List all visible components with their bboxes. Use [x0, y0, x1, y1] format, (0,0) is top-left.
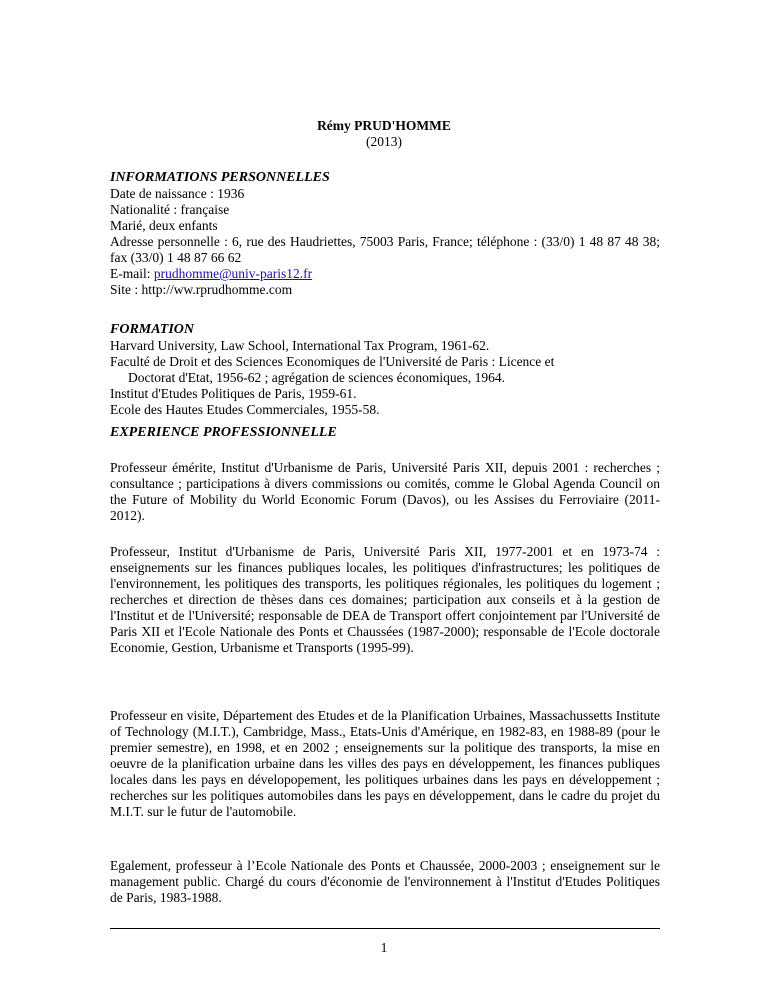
- education-heading: FORMATION: [110, 322, 195, 337]
- page-number: 1: [380, 940, 388, 955]
- experience-paragraph: Professeur en visite, Département des Etudes et de la Planification Urbaines, Massachussetts Institute of Technology (M.I.T.), Cambridge, Mass., Etats-Unis d'Amérique, en 1982-83, en 1988-89 (pour le premier semestre), en 1998, et en 2002 ; enseignements sur la politique des transports, la mise en oeuvre de la planification urbaine dans les villes des pays en développement, les finances publiques locales dans les pays en dévelopopement, les politiques urbaines dans les pays en développement ; recherches sur les politiques automobiles dans les pays en développement, dans le cadre du projet du M.I.T. sur le futur de l'automobile.: [110, 708, 660, 819]
- experience-section: [110, 425, 660, 441]
- experience-paragraph: Professeur, Institut d'Urbanisme de Paris, Université Paris XII, 1977-2001 et en 1973-74 : enseignements sur les finances publiques locales, les politiques d'infrastructures; les politiques de l'environnement, les politiques des transports, les politiques régionales, les politiques du logement ; recherches et direction de thèses dans ces domaines; participation aux conseils et à la gestion de l'Institut et de l'Université; responsable de DEA de Transport offert conjointement par l'Université de Paris XII et l'Ecole Nationale des Ponts et Chaussées (1987-2000); responsable de l'Ecole doctorale Economie, Gestion, Urbanisme et Transports (1995-99).: [110, 544, 660, 655]
- email-label: E-mail:: [110, 266, 154, 281]
- marital-status: Marié, deux enfants: [110, 218, 218, 233]
- experience-paragraph: Egalement, professeur à l’Ecole Nationale des Ponts et Chaussée, 2000-2003 ; enseignement sur le management public. Chargé du cours d'économie de l'environnement à l'Institut d'Etudes Politiques de Paris, 1983-1988.: [110, 858, 660, 905]
- education-section: [110, 322, 660, 418]
- email-line: [110, 266, 660, 282]
- education-item: Doctorat d'Etat, 1956-62 ; agrégation de sciences économiques, 1964.: [128, 370, 505, 385]
- personal-heading: INFORMATIONS PERSONNELLES: [110, 170, 330, 185]
- footer-divider: [110, 928, 660, 929]
- education-item: Faculté de Droit et des Sciences Economiques de l'Université de Paris : Licence et: [110, 354, 555, 369]
- author-name: Rémy PRUD'HOMME: [317, 118, 451, 133]
- education-item: Ecole des Hautes Etudes Commerciales, 1955-58.: [110, 402, 380, 417]
- document-year: (2013): [366, 134, 402, 149]
- education-item: Harvard University, Law School, International Tax Program, 1961-62.: [110, 338, 490, 353]
- experience-paragraph: Professeur émérite, Institut d'Urbanisme de Paris, Université Paris XII, depuis 2001 : recherches ; consultance ; participations à divers commissions ou comités, comme le Global Agenda Council on the Future of Mobility du World Economic Forum (Davos), ou les Assises du Ferroviaire (2011-2012).: [110, 460, 660, 523]
- experience-heading: EXPERIENCE PROFESSIONNELLE: [110, 425, 337, 440]
- nationality: Nationalité : française: [110, 202, 230, 217]
- education-item: Institut d'Etudes Politiques de Paris, 1959-61.: [110, 386, 357, 401]
- address: Adresse personnelle : 6, rue des Haudriettes, 75003 Paris, France; téléphone : (33/0) 1 48 87 48 38; fax (33/0) 1 48 87 66 62: [110, 234, 660, 265]
- website: Site : http://ww.rprudhomme.com: [110, 282, 293, 297]
- birth-date: Date de naissance : 1936: [110, 186, 245, 201]
- personal-section: [110, 170, 660, 298]
- email-link[interactable]: prudhomme@univ-paris12.fr: [153, 266, 313, 281]
